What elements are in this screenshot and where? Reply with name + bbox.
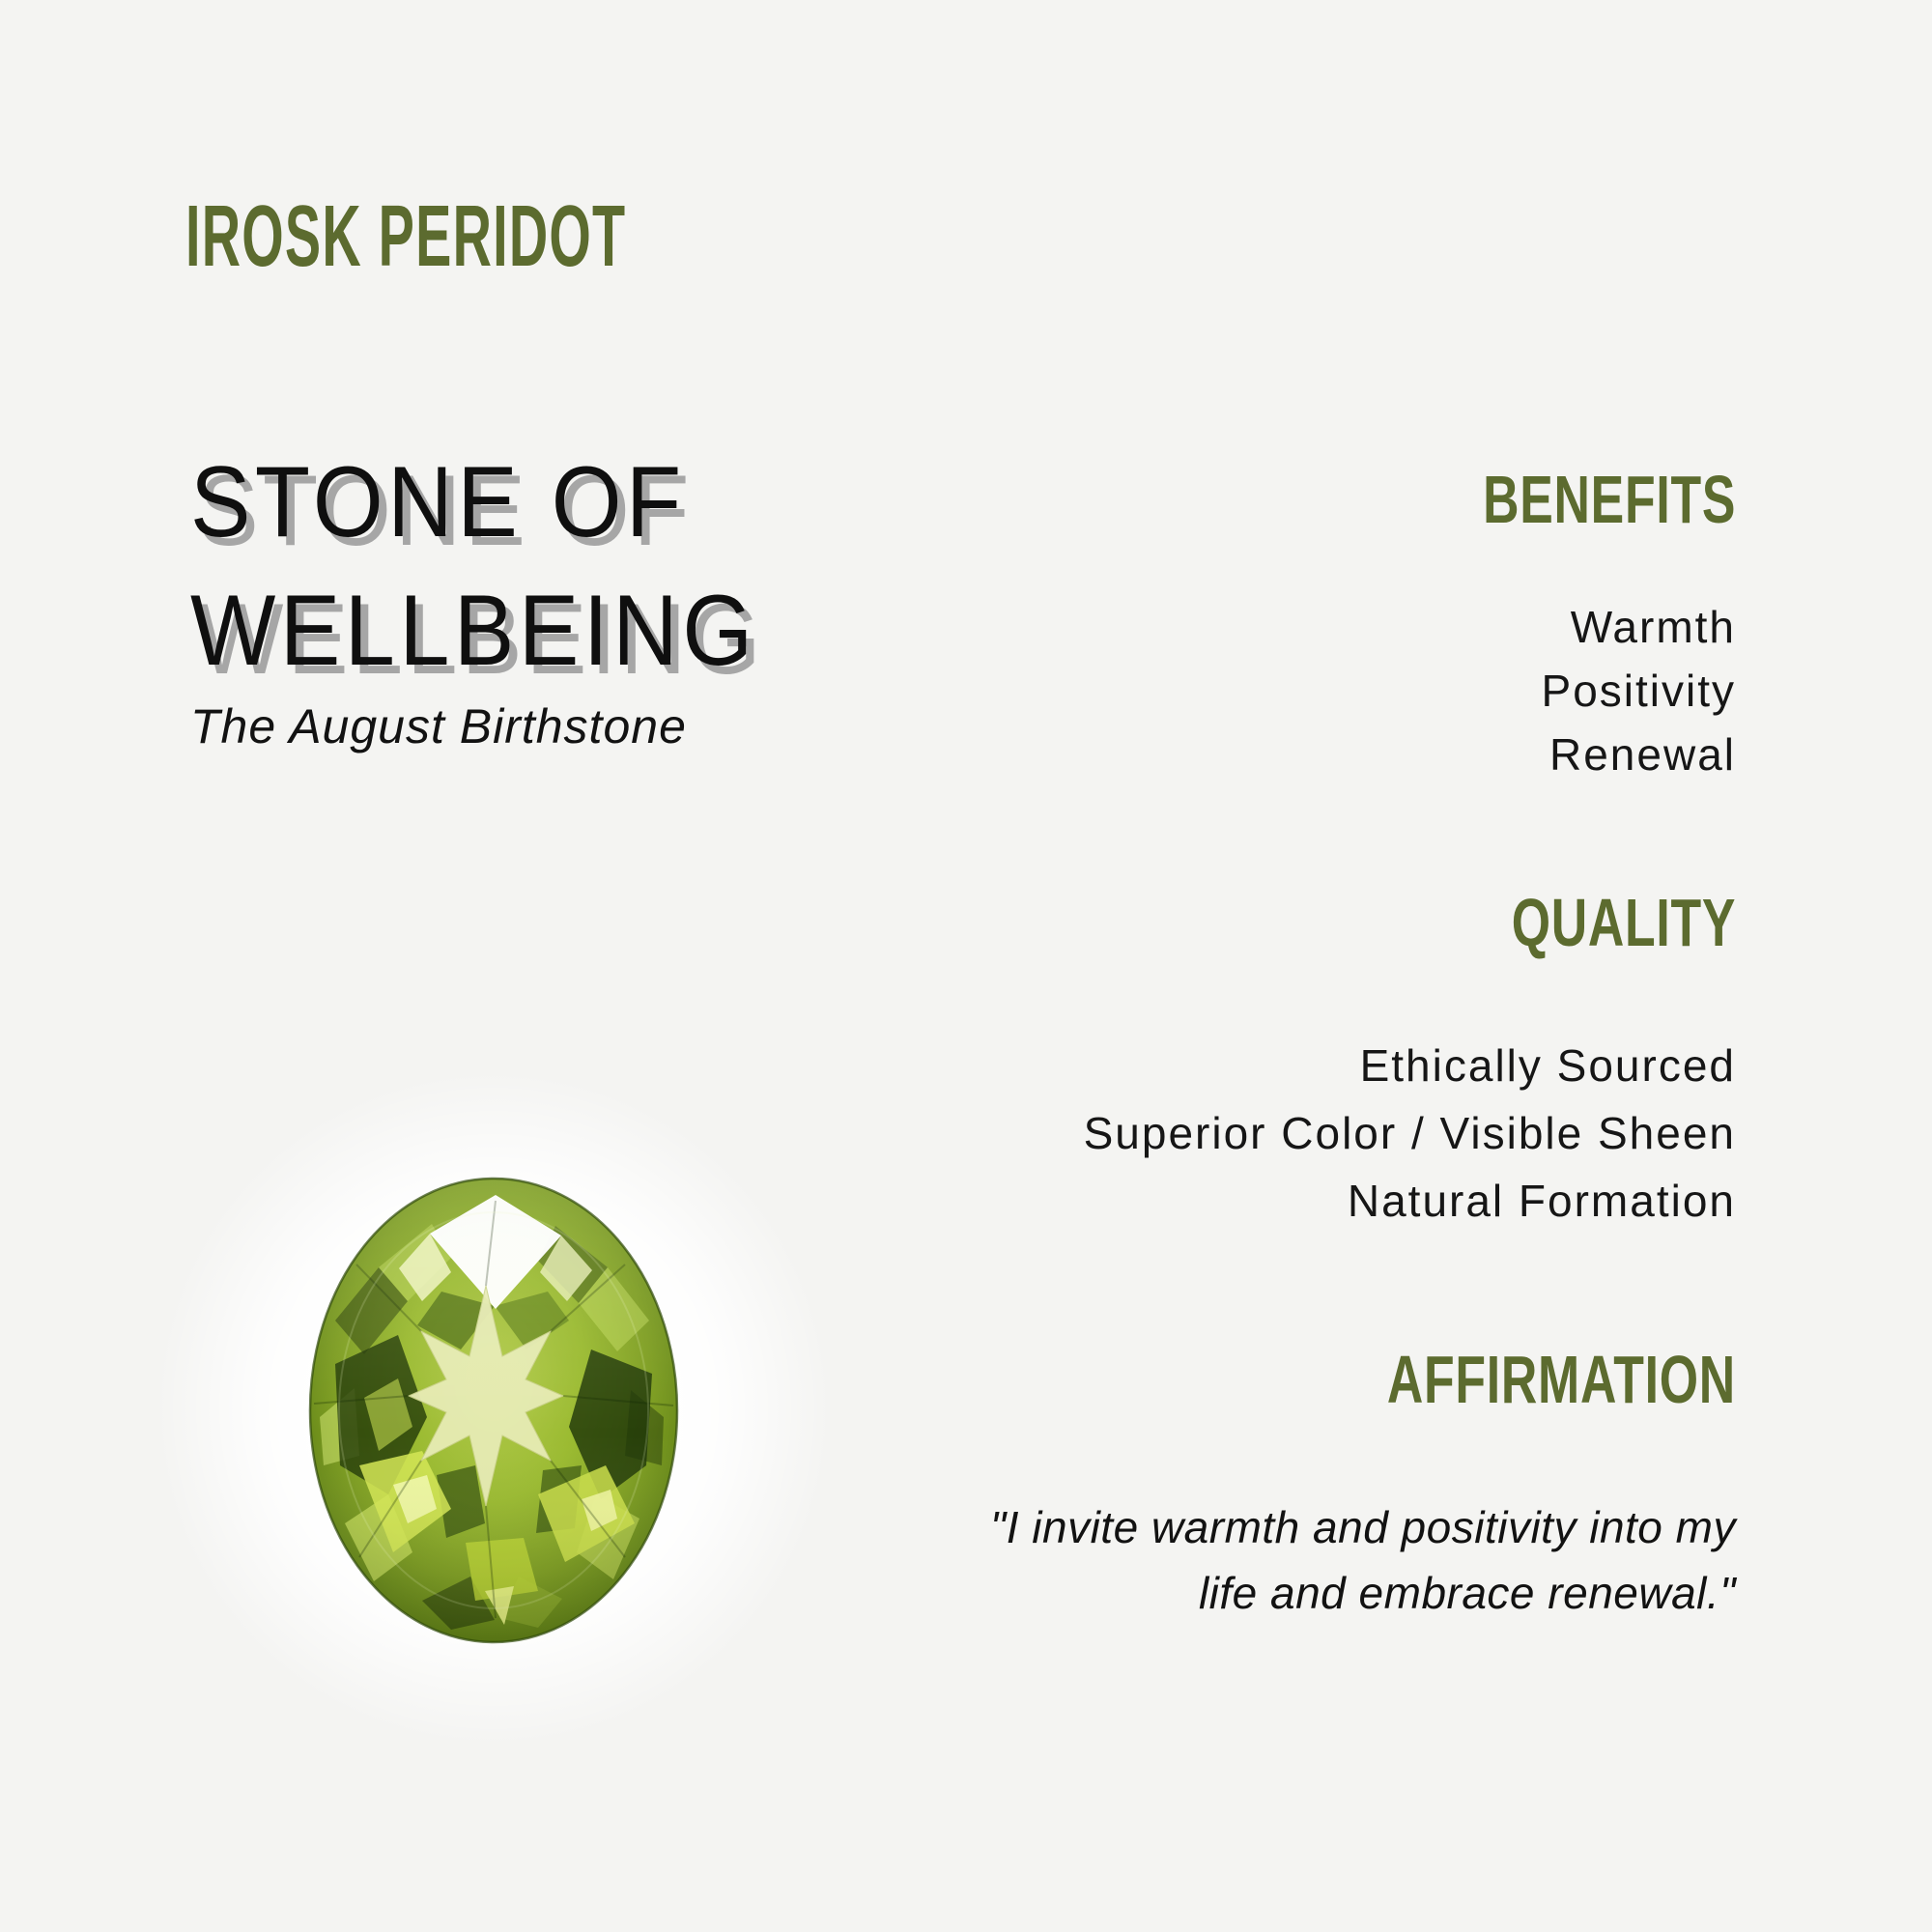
benefits-item: Renewal <box>1549 729 1736 780</box>
benefits-heading: BENEFITS <box>1482 462 1736 537</box>
hero-title-line2: WELLBEING <box>190 575 757 687</box>
affirmation-heading: AFFIRMATION <box>1386 1342 1736 1417</box>
benefits-item: Positivity <box>1541 666 1736 716</box>
hero-title-line1: STONE OF <box>190 446 686 558</box>
benefits-list <box>1542 595 1736 786</box>
quality-item: Superior Color / Visible Sheen <box>1083 1108 1736 1158</box>
quality-list <box>1084 1032 1736 1235</box>
affirmation-quote <box>789 1494 1736 1626</box>
affirmation-quote-line2: life and embrace renewal." <box>1198 1568 1736 1618</box>
quality-item: Ethically Sourced <box>1359 1040 1736 1091</box>
quality-heading: QUALITY <box>1511 885 1736 960</box>
hero-subtitle: The August Birthstone <box>190 699 687 753</box>
quality-item: Natural Formation <box>1347 1176 1736 1226</box>
benefits-item: Warmth <box>1570 602 1736 652</box>
brand-text: IROSK PERIDOT <box>185 188 627 285</box>
affirmation-quote-line1: "I invite warmth and positivity into my <box>989 1502 1736 1552</box>
hero-title <box>190 439 757 696</box>
peridot-gem-image <box>306 1176 681 1645</box>
